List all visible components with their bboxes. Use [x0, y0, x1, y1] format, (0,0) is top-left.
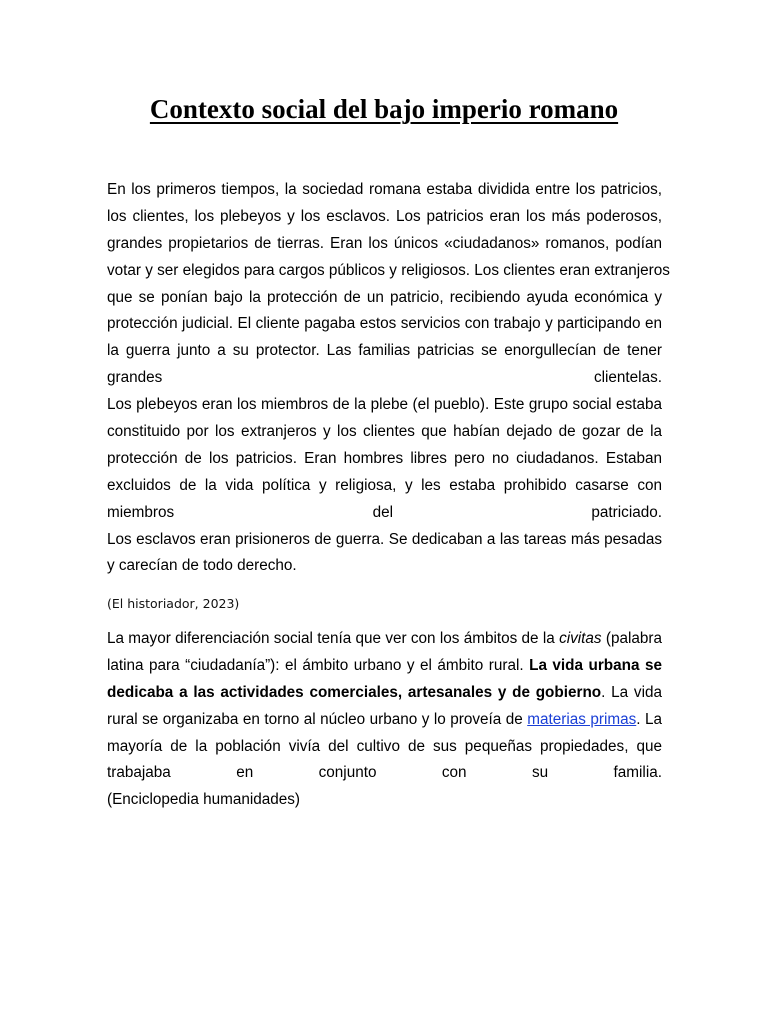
text-line: Los plebeyos eran los miembros de la plebe (el pueblo). Este grupo social estaba [107, 396, 662, 414]
text-line: grandes clientelas. [107, 369, 662, 387]
text-segment: (palabra [601, 630, 662, 647]
text-line: (Enciclopedia humanidades) [107, 791, 301, 809]
text-line: mayoría de la población vivía del cultivo de sus pequeñas propiedades, que [107, 737, 662, 755]
bold-text: La vida urbana se [529, 656, 662, 674]
materias-primas-link[interactable]: materias primas [527, 710, 637, 728]
text-line: constituido por los extranjeros y los clientes que habían dejado de gozar de la [107, 423, 662, 441]
text-segment: rural se organizaba en torno al núcleo urbano y lo proveía de [107, 710, 528, 728]
text-line: que se ponían bajo la protección de un patricio, recibiendo ayuda económica y [107, 288, 662, 306]
text-line [107, 707, 662, 734]
italic-term: civitas [559, 630, 602, 647]
text-line: trabajaba en conjunto con su familia. [107, 764, 662, 782]
text-line: la guerra junto a su protector. Las familias patricias se enorgullecían de tener [107, 342, 662, 360]
text-segment: . La [636, 710, 662, 728]
text-line [107, 680, 662, 707]
text-line [107, 626, 662, 653]
text-segment: La mayor diferenciación social tenía que ver con los ámbitos de la [107, 630, 560, 647]
text-line: En los primeros tiempos, la sociedad romana estaba dividida entre los patricios, [107, 181, 662, 198]
paragraph-civitas [107, 626, 662, 814]
paragraph-social-classes [107, 177, 670, 580]
text-line: votar y ser elegidos para cargos públicos y religiosos. Los clientes eran extranjeros [107, 261, 670, 279]
text-line: miembros del patriciado. [107, 503, 662, 521]
document-title: Contexto social del bajo imperio romano [149, 94, 619, 124]
citation: (El historiador, 2023) [107, 596, 240, 611]
bold-text: dedicaba a las actividades comerciales, artesanales y de gobierno [107, 683, 602, 701]
text-line: y carecían de todo derecho. [107, 557, 297, 575]
text-line: protección de los patricios. Eran hombres libres pero no ciudadanos. Estaban [107, 449, 662, 467]
text-line: protección judicial. El cliente pagaba estos servicios con trabajo y participando en [107, 315, 662, 333]
text-line: Los esclavos eran prisioneros de guerra. Se dedicaban a las tareas más pesadas [107, 530, 662, 548]
text-line: excluidos de la vida política y religiosa, y les estaba prohibido casarse con [107, 476, 662, 494]
text-line: grandes propietarios de tierras. Eran los únicos «ciudadanos» romanos, podían [107, 234, 662, 252]
text-line: los clientes, los plebeyos y los esclavos. Los patricios eran los más poderosos, [107, 207, 662, 225]
text-segment: latina para “ciudadanía”): el ámbito urbano y el ámbito rural. [107, 656, 530, 674]
text-line [107, 653, 662, 680]
text-segment: . La vida [601, 683, 662, 701]
